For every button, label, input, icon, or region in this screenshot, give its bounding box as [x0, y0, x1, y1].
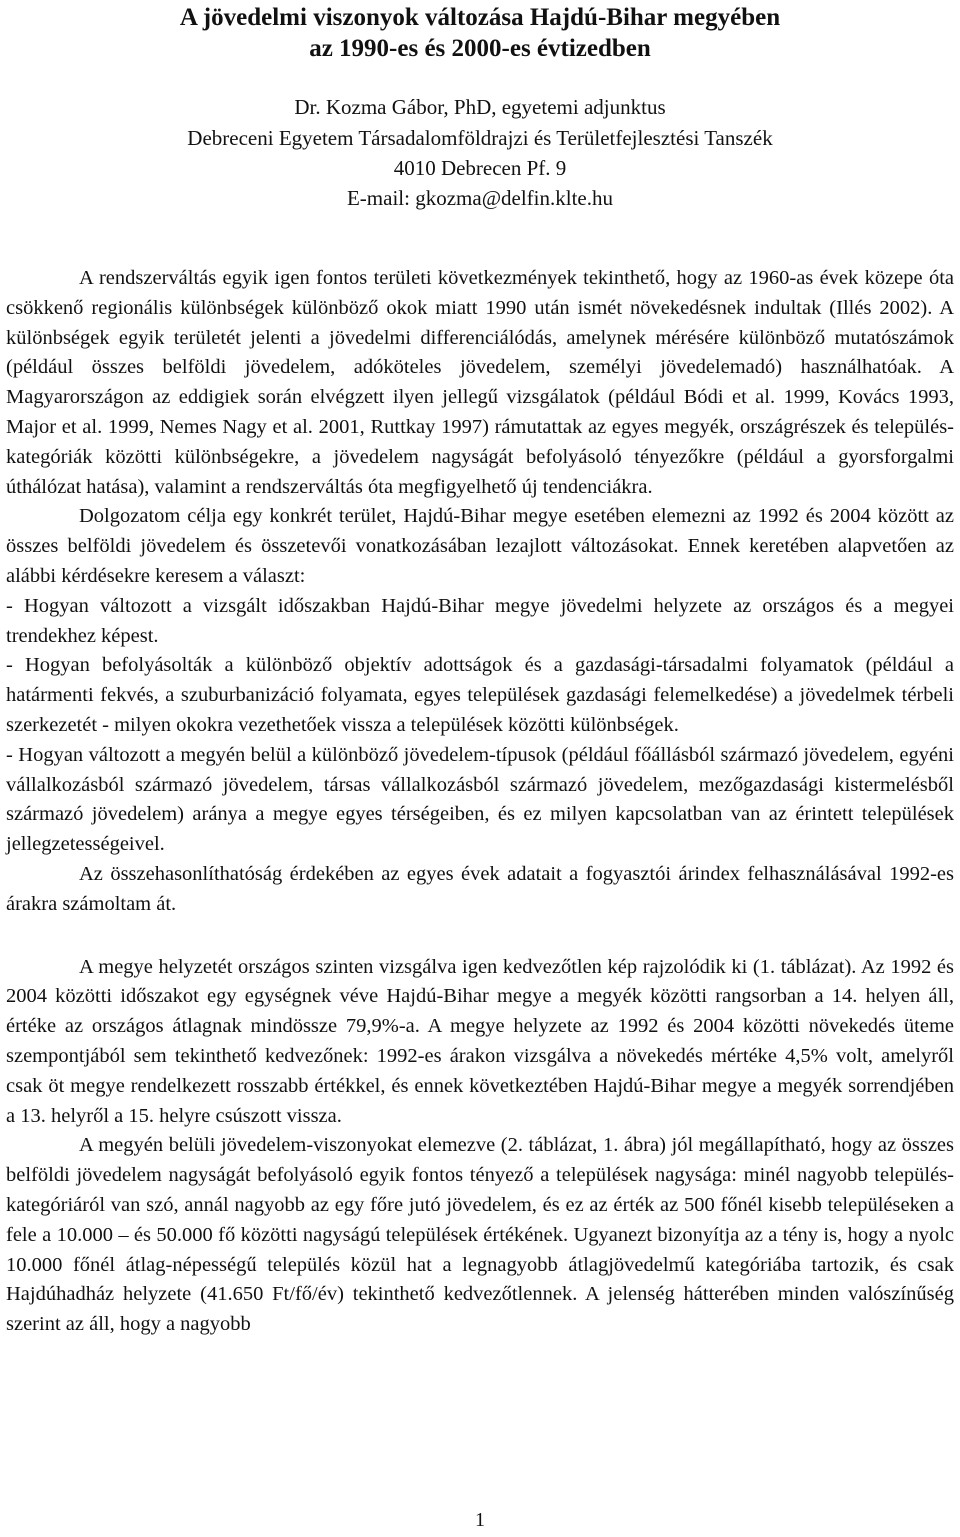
paragraph-national-position: A megye helyzetét országos szinten vizsgálva igen kedvezőtlen kép rajzolódik ki (1. táblázat). Az 1992 és 2004 közötti időszakot egy egységnek véve Hajdú-Bihar megye a megyék közötti rangsorban a 14. helyen áll, értéke az országos átlagnak mindössze 79,9%-a. A megye helyzete az 1992 és 2004 közötti növekedés üteme szempontjából sem tekinthető kedvezőnek: 1992-es árakon vizsgálva a növekedés mértéke 4,5% volt, amelyről csak öt megye rendelkezett rosszabb értékkel, és ennek következtében Hajdú-Bihar megye a megyék sorrendjében a 13. helyről a 15. helyre csúszott vissza. [6, 955, 954, 1127]
paragraph-aims: Dolgozatom célja egy konkrét terület, Hajdú-Bihar megye esetében elemezni az 1992 és 2004 között az összes belföldi jövedelem és összetevői vonatkozásában lezajlott változásokat. Ennek keretében alapvetően az alábbi kérdésekre keresem a választ: [6, 505, 954, 587]
page-number: 1 [475, 1509, 485, 1531]
paragraph-price-index: Az összehasonlíthatóság érdekében az egyes évek adatait a fogyasztói árindex felhasználásával 1992-es árakra számoltam át. [6, 862, 954, 915]
paragraph-county-analysis: A megyén belüli jövedelem-viszonyokat elemezve (2. táblázat, 1. ábra) jól megállapítható, hogy az összes belföldi jövedelem nagyságát befolyásoló egyik fontos tényező a települések nagysága: minél nagyobb település-kategóriáról van szó, annál nagyobb az egy főre jutó jövedelem, és ez az érték az 500 főnél kisebb településeken a fele a 10.000 – és 50.000 fő közötti nagyságú települések értékének. Ugyanezt bizonyítja az a tény is, hogy a nyolc 10.000 főnél átlag-népességű település közül hat a legnagyobb átlagjövedelmű kategóriába tartozik, és csak Hajdúhadház helyzete (41.650 Ft/fő/év) tekinthető kedvezőtlennek. A jelenség hátterében minden valószínűség szerint az áll, hogy a nagyobb [6, 1134, 954, 1336]
author-address: 4010 Debrecen Pf. 9 [393, 156, 567, 180]
paper-title-line-1: A jövedelmi viszonyok változása Hajdú-Bihar megyében [179, 4, 781, 31]
research-question-2: - Hogyan befolyásolták a különböző objektív adottságok és a gazdasági-társadalmi folyamatok (például a határmenti fekvés, a szuburbanizáció folyamata, egyes települések gazdasági felemelkedése) a jövedelmek térbeli szerkezetét - milyen okokra vezethetőek vissza a települések közötti különbségek. [6, 654, 954, 736]
paragraph-gap [6, 920, 954, 953]
author-institution: Debreceni Egyetem Társadalomföldrajzi és Területfejlesztési Tanszék [187, 126, 773, 150]
research-question-3: - Hogyan változott a megyén belül a különböző jövedelem-típusok (például főállásból származó jövedelem, egyéni vállalkozásból származó jövedelem, társas vállalkozásból származó jövedelem, mezőgazdasági kistermelésből származó jövedelem) aránya a megye egyes térségeiben, és ez milyen kapcsolatban van az érintett települések jellegzetességeivel. [6, 743, 954, 856]
paper-title-line-2: az 1990-es és 2000-es évtizedben [309, 35, 651, 62]
paragraph-introduction: A rendszerváltás egyik igen fontos területi következmények tekinthető, hogy az 1960-as évek közepe óta csökkenő regionális különbségek különböző okok miatt 1990 után ismét növekedésnek indultak (Illés 2002). A különbségek egyik területét jelenti a jövedelmi differenciálódás, amelynek mérésére különböző mutatószámok (például összes belföldi jövedelem, adóköteles jövedelem, személyi jövedelemadó) használhatóak. A Magyarországon az eddigiek során elvégzett ilyen jellegű vizsgálatok (például Bódi et al. 1999, Kovács 1993, Major et al. 1999, Nemes Nagy et al. 2001, Ruttkay 1997) rámutattak az egyes megyék, országrészek és település-kategóriák közötti különbségekre, a jövedelem nagyságát befolyásoló tényezőkre (például a gyorsforgalmi úthálózat hatása), valamint a rendszerváltás óta megfigyelhető új tendenciákra. [6, 267, 954, 498]
author-email: E-mail: gkozma@delfin.klte.hu [346, 186, 614, 210]
body-text [6, 264, 954, 1340]
research-question-1: - Hogyan változott a vizsgált időszakban Hajdú-Bihar megye jövedelmi helyzete az országos és a megyei trendekhez képest. [6, 594, 954, 647]
author-name: Dr. Kozma Gábor, PhD, egyetemi adjunktus [294, 95, 666, 119]
